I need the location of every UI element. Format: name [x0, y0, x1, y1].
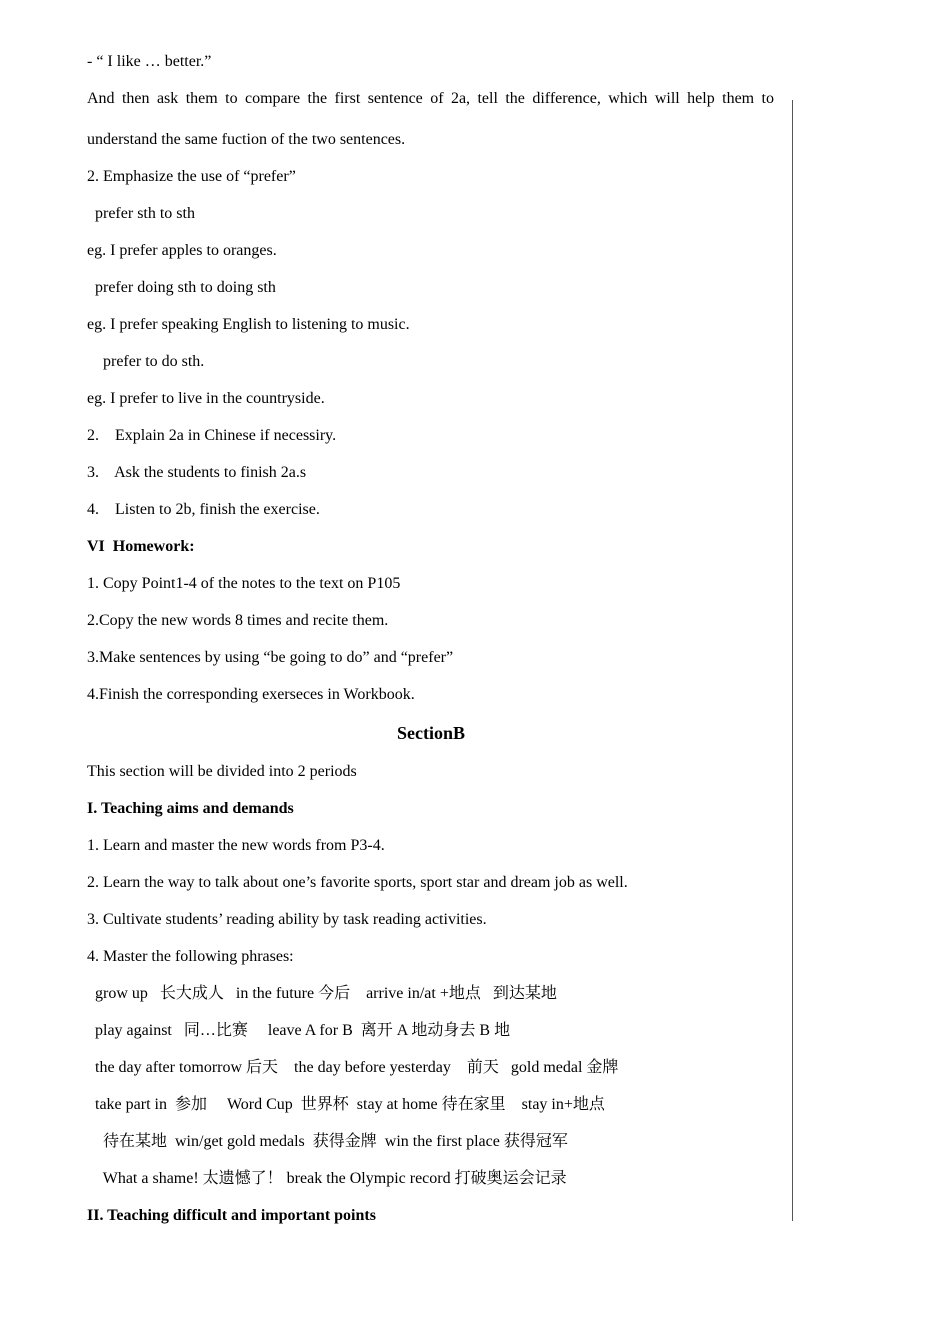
section-heading: I. Teaching aims and demands — [87, 800, 294, 817]
usage-pattern: prefer to do sth. — [87, 353, 205, 370]
paragraph-line: understand the same fuction of the two sentences. — [87, 131, 406, 148]
phrase-line: play against 同…比赛 leave A for B 离开 A 地动身去 B 地 — [87, 1022, 511, 1039]
list-item: 2.Copy the new words 8 times and recite them. — [87, 612, 389, 629]
example-line: eg. I prefer to live in the countryside. — [87, 390, 325, 407]
list-item: 2. Emphasize the use of “prefer” — [87, 168, 296, 185]
example-line: eg. I prefer speaking English to listening to music. — [87, 316, 410, 333]
phrase-line: grow up 长大成人 in the future 今后 arrive in/at +地点 到达某地 — [87, 985, 557, 1002]
list-item: 4.Finish the corresponding exerseces in Workbook. — [87, 686, 415, 703]
list-item: 3. Ask the students to finish 2a.s — [87, 464, 307, 481]
quote-line: - “ I like … better.” — [87, 53, 212, 70]
list-item: 4. Master the following phrases: — [87, 948, 294, 965]
example-line: eg. I prefer apples to oranges. — [87, 242, 277, 259]
list-item: 2. Explain 2a in Chinese if necessiry. — [87, 427, 337, 444]
phrase-line: the day after tomorrow 后天 the day before yesterday 前天 gold medal 金牌 — [87, 1059, 619, 1076]
section-title: SectionB — [396, 723, 465, 743]
list-item: 3. Cultivate students’ reading ability by task reading activities. — [87, 911, 487, 928]
list-item: 1. Copy Point1-4 of the notes to the text on P105 — [87, 575, 401, 592]
paragraph-line: This section will be divided into 2 periods — [87, 763, 357, 780]
margin-rule — [792, 100, 793, 1221]
phrase-line: 待在某地 win/get gold medals 获得金牌 win the first place 获得冠军 — [87, 1133, 568, 1150]
list-item: 1. Learn and master the new words from P3-4. — [87, 837, 385, 854]
usage-pattern: prefer sth to sth — [87, 205, 195, 222]
section-heading: II. Teaching difficult and important points — [87, 1207, 376, 1224]
list-item: 3.Make sentences by using “be going to do” and “prefer” — [87, 649, 454, 666]
phrase-line: What a shame! 太遗憾了！ break the Olympic record 打破奥运会记录 — [87, 1170, 567, 1187]
list-item: 2. Learn the way to talk about one’s favorite sports, sport star and dream job as well. — [87, 874, 628, 891]
section-heading: VI Homework: — [87, 538, 195, 555]
paragraph-line: And then ask them to compare the first sentence of 2a, tell the difference, which will help them to — [87, 90, 774, 107]
phrase-line: take part in 参加 Word Cup 世界杯 stay at home 待在家里 stay in+地点 — [87, 1096, 605, 1113]
list-item: 4. Listen to 2b, finish the exercise. — [87, 501, 320, 518]
usage-pattern: prefer doing sth to doing sth — [87, 279, 276, 296]
